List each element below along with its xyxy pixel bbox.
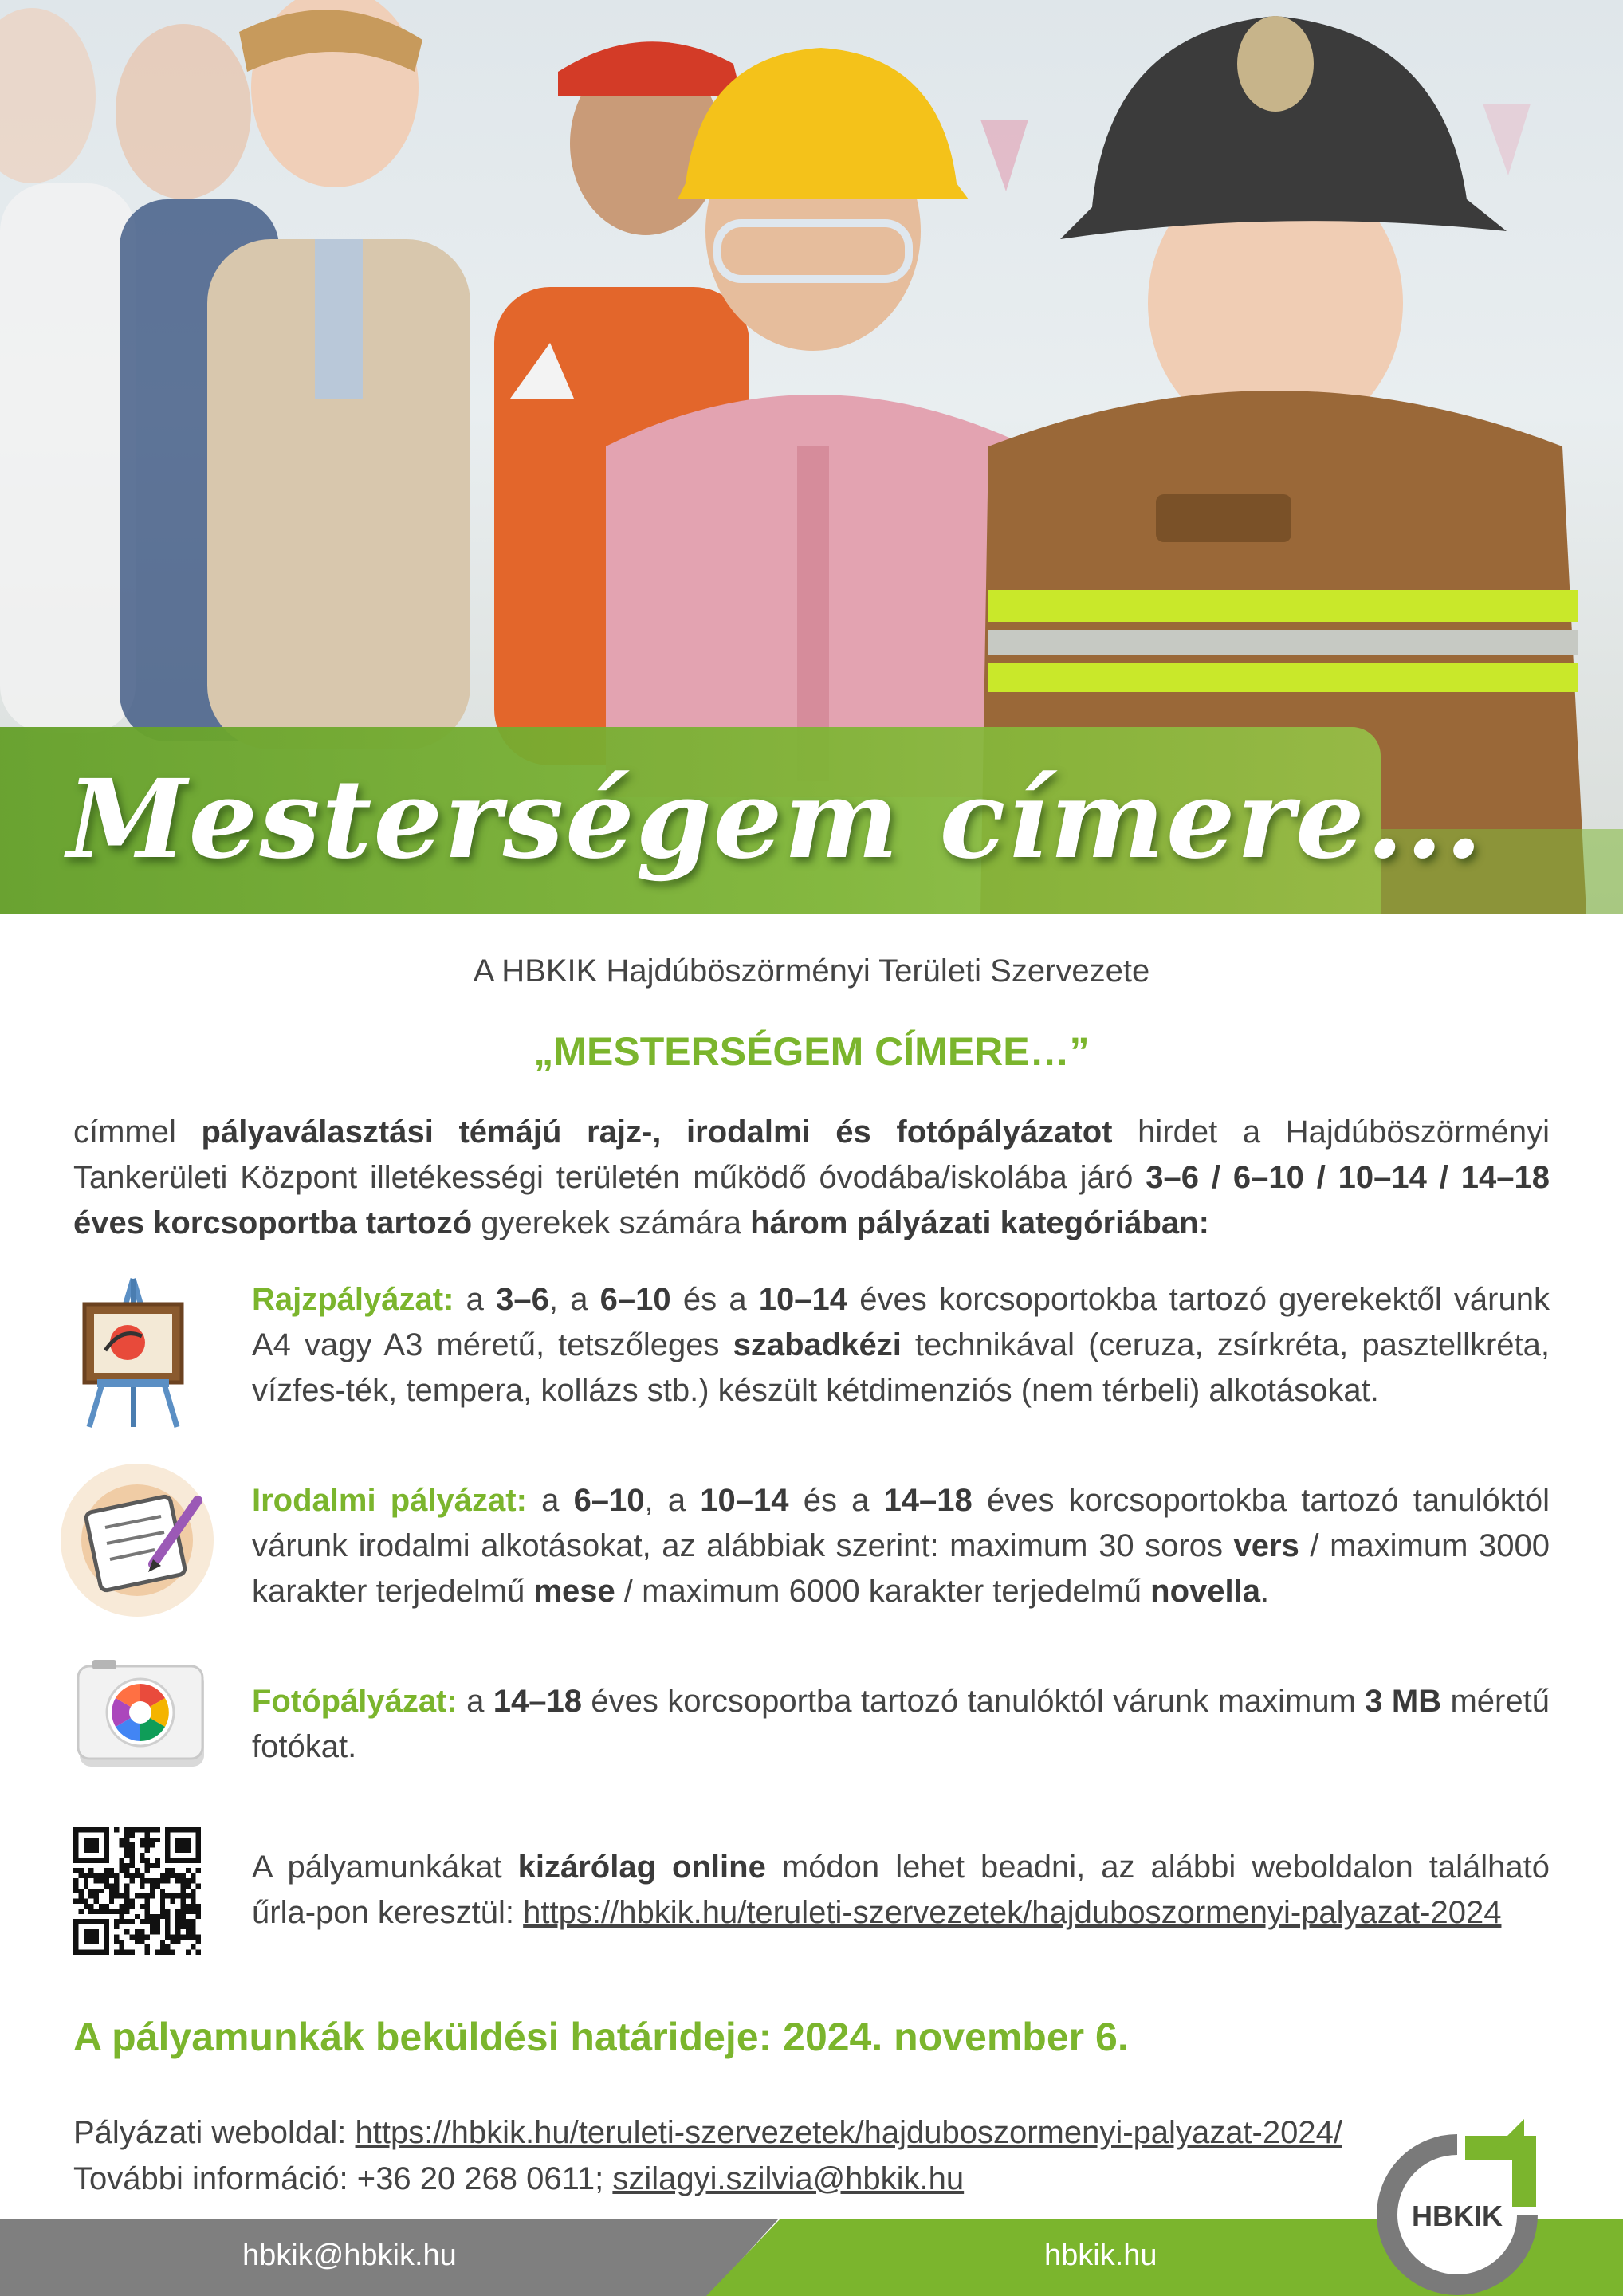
organizer-line: A HBKIK Hajdúböszörményi Területi Szervezete: [473, 953, 1150, 989]
easel-icon: [73, 1271, 193, 1434]
photo-description: Fotópályázat: a 14–18 éves korcsoportba tartozó tanulóktól várunk maximum 3 MB méretű fotókat.: [252, 1684, 1550, 1764]
hero-banner: [0, 0, 1623, 914]
footer-website[interactable]: hbkik.hu: [1044, 2239, 1157, 2272]
writing-paper-icon: [57, 1461, 217, 1624]
website-link[interactable]: https://hbkik.hu/teruleti-szervezetek/hajduboszormenyi-palyazat-2024/: [355, 2115, 1342, 2150]
contact-email-link[interactable]: szilagyi.szilvia@hbkik.hu: [612, 2161, 965, 2196]
qr-code-icon: [73, 1827, 201, 1959]
contact-info: [73, 2109, 1342, 2202]
footer-email[interactable]: hbkik@hbkik.hu: [242, 2239, 457, 2272]
literary-description: Irodalmi pályázat: a 6–10, a 10–14 és a 14–18 éves korcsoportokba tartozó tanulóktól várunk irodalmi alkotásokat, az alábbiak szerint: maximum 30 soros vers / maximum 3000 karakter terjedelmű mese / maximum 6000 karakter terjedelmű novella.: [252, 1483, 1550, 1609]
poster-title: Mesterségem címere...: [67, 756, 1484, 883]
logo-text: HBKIK: [1412, 2200, 1503, 2232]
contest-title: „MESTERSÉGEM CÍMERE…”: [533, 1029, 1090, 1074]
deadline-line: A pályamunkák beküldési határideje: 2024. november 6.: [73, 2015, 1129, 2059]
submission-link[interactable]: https://hbkik.hu/teruleti-szervezetek/hajduboszormenyi-palyazat-2024: [523, 1895, 1502, 1930]
drawing-description: Rajzpályázat: a 3–6, a 6–10 és a 10–14 éves korcsoportokba tartozó gyerekektől várunk A4 vagy A3 méretű, tetszőleges szabadkézi technikával (ceruza, zsírkréta, pasztellkréta, vízfes-ték, tempera, kollázs stb.) készült kétdimenziós (nem térbeli) alkotásokat.: [252, 1282, 1550, 1408]
website-line: Pályázati weboldal: https://hbkik.hu/teruleti-szervezetek/hajduboszormenyi-palyazat-2024/: [73, 2115, 1342, 2150]
phone-email-line: További információ: +36 20 268 0611; szilagyi.szilvia@hbkik.hu: [73, 2161, 965, 2196]
intro-paragraph: címmel pályaválasztási témájú rajz-, irodalmi és fotópályázatot hirdet a Hajdúböszörményi Tankerületi Központ illetékességi területén működő óvodába/iskolába járó 3–6 / 6–10 / 10–14 / 14–18 éves korcsoportba tartozó gyerekek számára három pályázati kategóriában:: [73, 1115, 1550, 1240]
camera-icon: [73, 1660, 209, 1775]
online-description: A pályamunkákat kizárólag online módon lehet beadni, az alábbi weboldalon található űrla-pon keresztül: https://hbkik.hu/teruleti-szervezetek/hajduboszormenyi-palyazat-2024: [252, 1850, 1550, 1930]
hbkik-logo: [1376, 2113, 1539, 2296]
